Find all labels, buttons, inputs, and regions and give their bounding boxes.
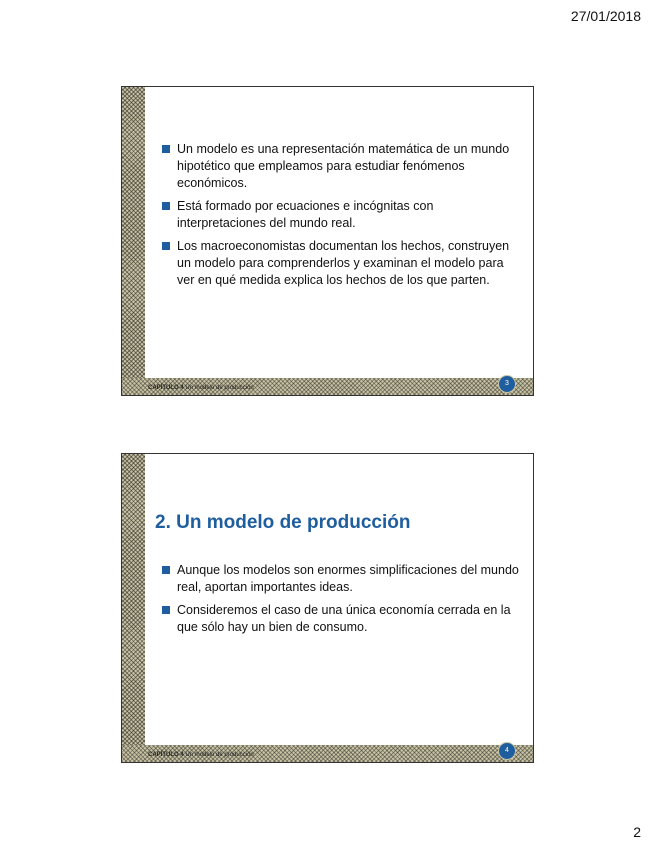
square-bullet-icon (162, 566, 170, 574)
bullet-item (162, 562, 523, 596)
bullet-text: Un modelo es una representación matemática de un mundo hipotético que empleamos para estudiar fenómenos económicos. (177, 142, 510, 190)
bullet-item (162, 238, 523, 289)
slide-title: 2. Un modelo de producción (155, 512, 411, 533)
bullet-list (162, 141, 523, 295)
bullet-item (162, 141, 523, 192)
slide-footer-bar (122, 378, 533, 395)
slide-footer-text (148, 752, 254, 758)
slide-footer-text (148, 385, 254, 391)
square-bullet-icon (162, 145, 170, 153)
bullet-item (162, 602, 523, 636)
slide-footer-bar (122, 745, 533, 762)
slide-pattern-left (122, 454, 145, 762)
bullet-text: Está formado por ecuaciones e incógnitas con interpretaciones del mundo real. (177, 199, 434, 230)
page-number: 2 (633, 824, 641, 840)
slide-number-badge: 4 (499, 743, 515, 759)
square-bullet-icon (162, 202, 170, 210)
footer-chapter: CAPÍTULO 4 (148, 385, 184, 391)
footer-chapter: CAPÍTULO 4 (148, 752, 184, 758)
square-bullet-icon (162, 242, 170, 250)
bullet-item (162, 198, 523, 232)
square-bullet-icon (162, 606, 170, 614)
bullet-list (162, 562, 523, 642)
bullet-text: Los macroeconomistas documentan los hechos, construyen un modelo para comprenderlos y examinan el modelo para ver en qué medida explica los hechos de los que parten. (177, 239, 510, 287)
slide-4 (121, 453, 534, 763)
page-date: 27/01/2018 (570, 8, 641, 24)
footer-subtitle: Un modelo de producción (185, 752, 254, 758)
slide-pattern-left (122, 87, 145, 395)
slide-3 (121, 86, 534, 396)
bullet-text: Aunque los modelos son enormes simplificaciones del mundo real, aportan importantes ideas. (177, 563, 519, 594)
bullet-text: Consideremos el caso de una única economía cerrada en la que sólo hay un bien de consumo. (177, 603, 511, 634)
footer-subtitle: Un modelo de producción (185, 385, 254, 391)
slide-number-badge: 3 (499, 376, 515, 392)
